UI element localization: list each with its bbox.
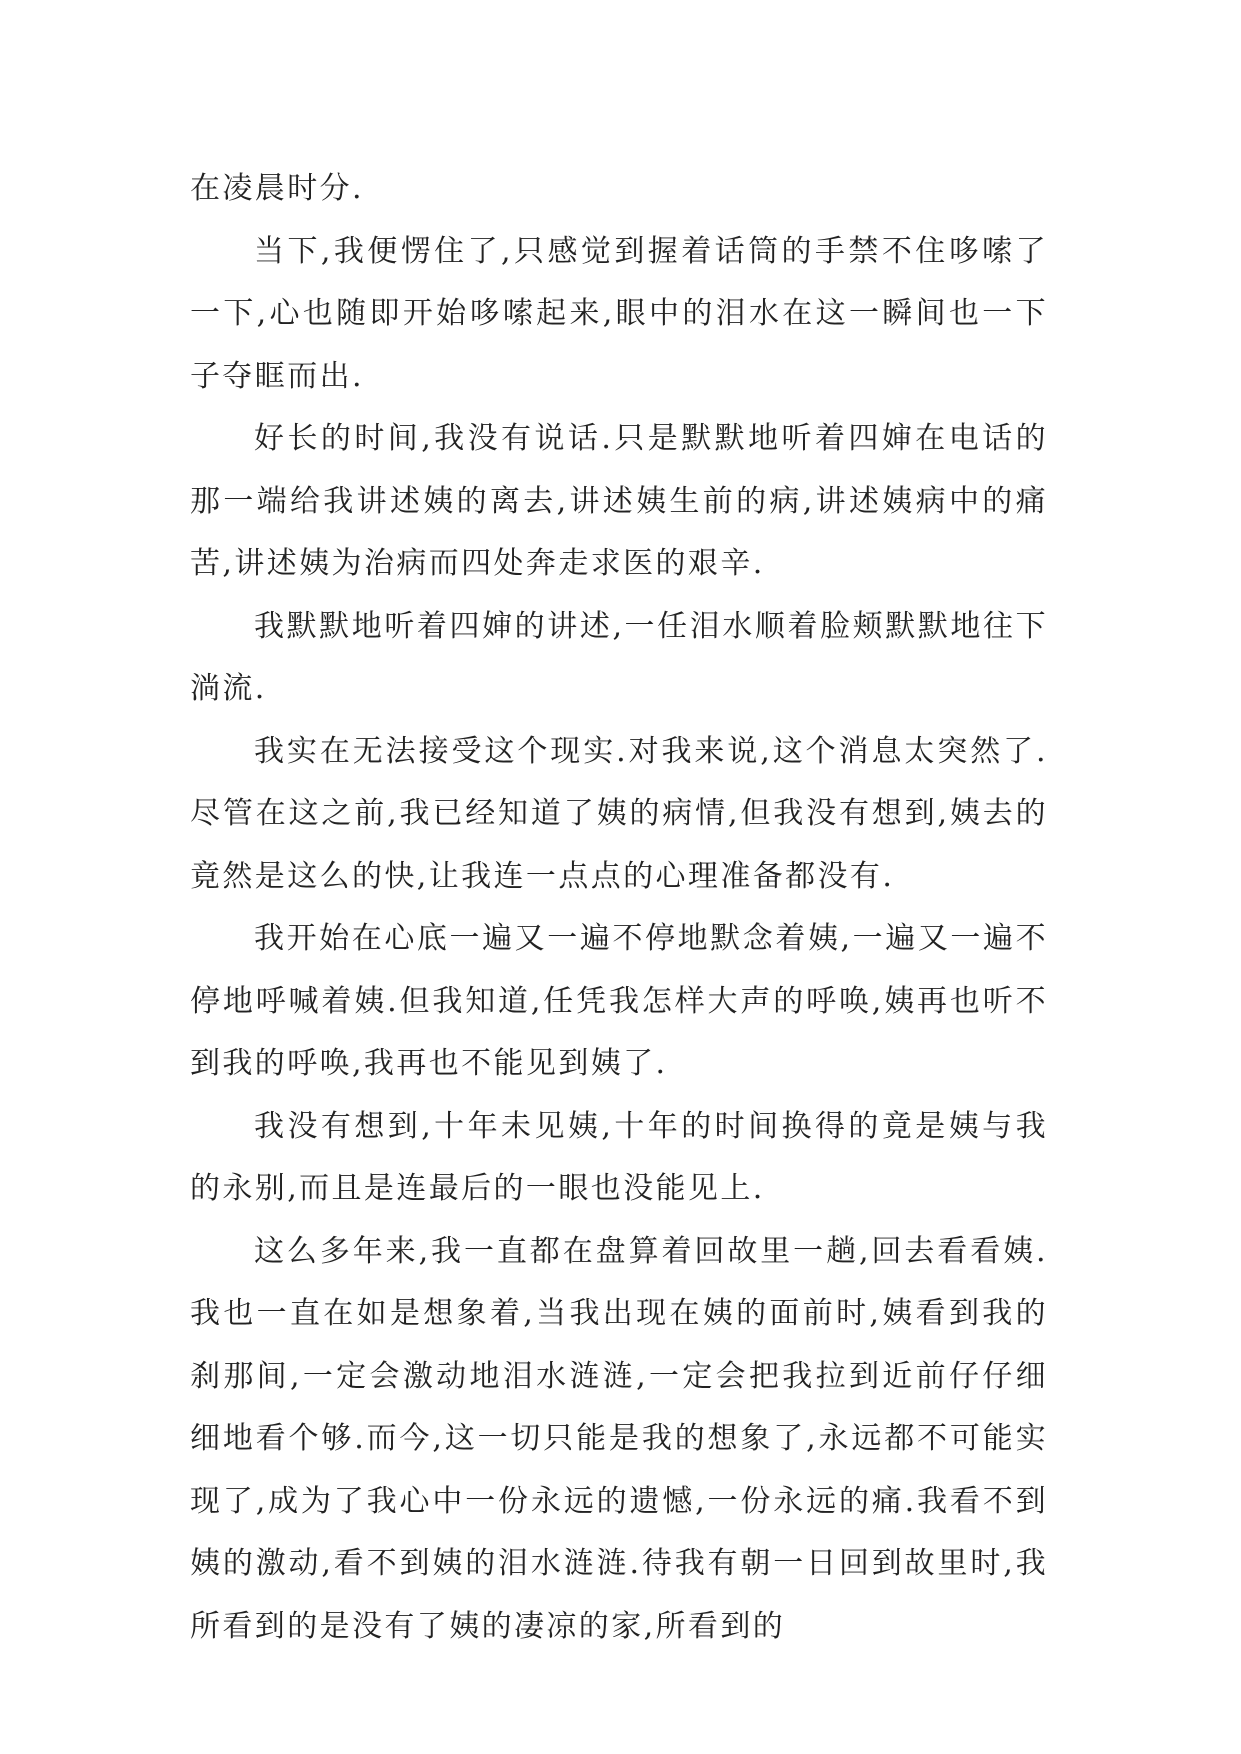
- document-body: [190, 158, 1048, 1658]
- paragraph-8: 这么多年来,我一直都在盘算着回故里一趟,回去看看姨.我也一直在如是想象着,当我出现在姨的面前时,姨看到我的刹那间,一定会激动地泪水涟涟,一定会把我拉到近前仔仔细细地看个够.而今,这一切只能是我的想象了,永远都不可能实现了,成为了我心中一份永远的遗憾,一份永远的痛.我看不到姨的激动,看不到姨的泪水涟涟.待我有朝一日回到故里时,我所看到的是没有了姨的凄凉的家,所看到的: [190, 1233, 1048, 1644]
- paragraph-3: 好长的时间,我没有说话.只是默默地听着四婶在电话的那一端给我讲述姨的离去,讲述姨生前的病,讲述姨病中的痛苦,讲述姨为治病而四处奔走求医的艰辛.: [190, 421, 1048, 581]
- paragraph-1: 在凌晨时分.: [190, 171, 364, 206]
- paragraph-6: 我开始在心底一遍又一遍不停地默念着姨,一遍又一遍不停地呼喊着姨.但我知道,任凭我怎样大声的呼唤,姨再也听不到我的呼唤,我再也不能见到姨了.: [190, 921, 1048, 1081]
- paragraph-4: 我默默地听着四婶的讲述,一任泪水顺着脸颊默默地往下淌流.: [190, 608, 1048, 706]
- paragraph-2: 当下,我便愣住了,只感觉到握着话筒的手禁不住哆嗦了一下,心也随即开始哆嗦起来,眼中的泪水在这一瞬间也一下子夺眶而出.: [190, 233, 1048, 394]
- paragraph-5: 我实在无法接受这个现实.对我来说,这个消息太突然了.尽管在这之前,我已经知道了姨的病情,但我没有想到,姨去的竟然是这么的快,让我连一点点的心理准备都没有.: [190, 733, 1048, 894]
- paragraph-7: 我没有想到,十年未见姨,十年的时间换得的竟是姨与我的永别,而且是连最后的一眼也没能见上.: [190, 1108, 1048, 1206]
